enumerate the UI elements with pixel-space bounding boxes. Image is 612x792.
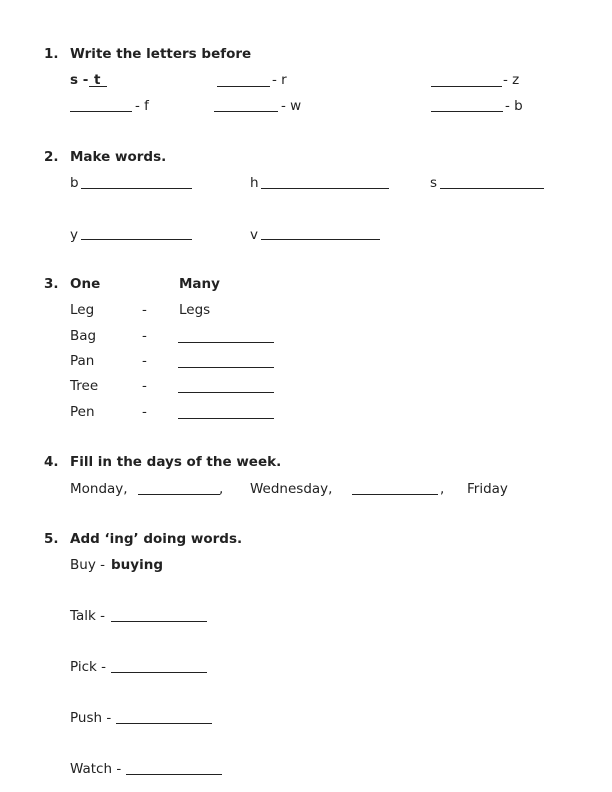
q2-blank-s[interactable] [440, 188, 544, 189]
q2-letter-y: y [70, 227, 78, 243]
q4-wednesday: Wednesday, [250, 481, 333, 497]
q3-header-many: Many [179, 276, 220, 292]
q1-blank-f[interactable] [70, 111, 132, 112]
q1-item-w: - w [281, 98, 302, 114]
q1-item-b: - b [505, 98, 523, 114]
q2-letter-v: v [250, 227, 258, 243]
q1-item-z: - z [503, 72, 520, 88]
q3-row-one: Pen [70, 404, 95, 420]
q5-example-answer: buying [111, 557, 163, 573]
q1-blank-b[interactable] [431, 111, 503, 112]
q1-item-f: - f [135, 98, 149, 114]
q1-item-r: - r [272, 72, 287, 88]
q3-row-dash: - [142, 378, 147, 394]
q2-blank-h[interactable] [261, 188, 389, 189]
q5-item: Talk - [70, 608, 106, 624]
q3-row-dash: - [142, 328, 147, 344]
q4-blank-tuesday[interactable] [138, 494, 220, 495]
q2-blank-b[interactable] [81, 188, 192, 189]
q2-blank-v[interactable] [261, 239, 380, 240]
q1-example-letter: s - [70, 72, 89, 88]
q2-letter-b: b [70, 175, 79, 191]
q1-number: 1. [44, 46, 59, 62]
q5-item: Push - [70, 710, 112, 726]
q3-row-dash: - [142, 353, 147, 369]
q3-row-one: Tree [70, 378, 99, 394]
q4-blank-thursday[interactable] [352, 494, 438, 495]
q2-blank-y[interactable] [81, 239, 192, 240]
q5-blank-watch[interactable] [126, 774, 222, 775]
q2-letter-h: h [250, 175, 259, 191]
q4-friday: Friday [467, 481, 508, 497]
q2-number: 2. [44, 149, 59, 165]
q1-example-answer: t [94, 72, 101, 88]
q3-row-one: Pan [70, 353, 95, 369]
q3-header-one: One [70, 276, 101, 292]
q3-row-dash: - [142, 404, 147, 420]
q5-title: Add ‘ing’ doing words. [70, 531, 243, 547]
q3-row-many: Legs [179, 302, 211, 318]
q5-item: Watch - [70, 761, 122, 777]
q4-title: Fill in the days of the week. [70, 454, 282, 470]
q5-number: 5. [44, 531, 59, 547]
q4-comma: , [219, 481, 224, 497]
q2-title: Make words. [70, 149, 167, 165]
q3-row-dash: - [142, 302, 147, 318]
q3-row-blank[interactable] [178, 418, 274, 419]
q1-blank-r[interactable] [217, 86, 270, 87]
q4-number: 4. [44, 454, 59, 470]
q3-row-blank[interactable] [178, 392, 274, 393]
q3-number: 3. [44, 276, 59, 292]
q5-item: Pick - [70, 659, 106, 675]
q2-letter-s: s [430, 175, 438, 191]
q1-blank-z[interactable] [431, 86, 502, 87]
q3-row-one: Leg [70, 302, 95, 318]
q3-row-blank[interactable] [178, 342, 274, 343]
q5-example-word: Buy - [70, 557, 105, 573]
q4-monday: Monday, [70, 481, 128, 497]
q3-row-one: Bag [70, 328, 97, 344]
q5-blank-pick[interactable] [111, 672, 207, 673]
q5-blank-push[interactable] [116, 723, 212, 724]
q1-blank-w[interactable] [214, 111, 278, 112]
q5-blank-talk[interactable] [111, 621, 207, 622]
q3-row-blank[interactable] [178, 367, 274, 368]
q1-title: Write the letters before [70, 46, 252, 62]
q4-comma: , [440, 481, 445, 497]
